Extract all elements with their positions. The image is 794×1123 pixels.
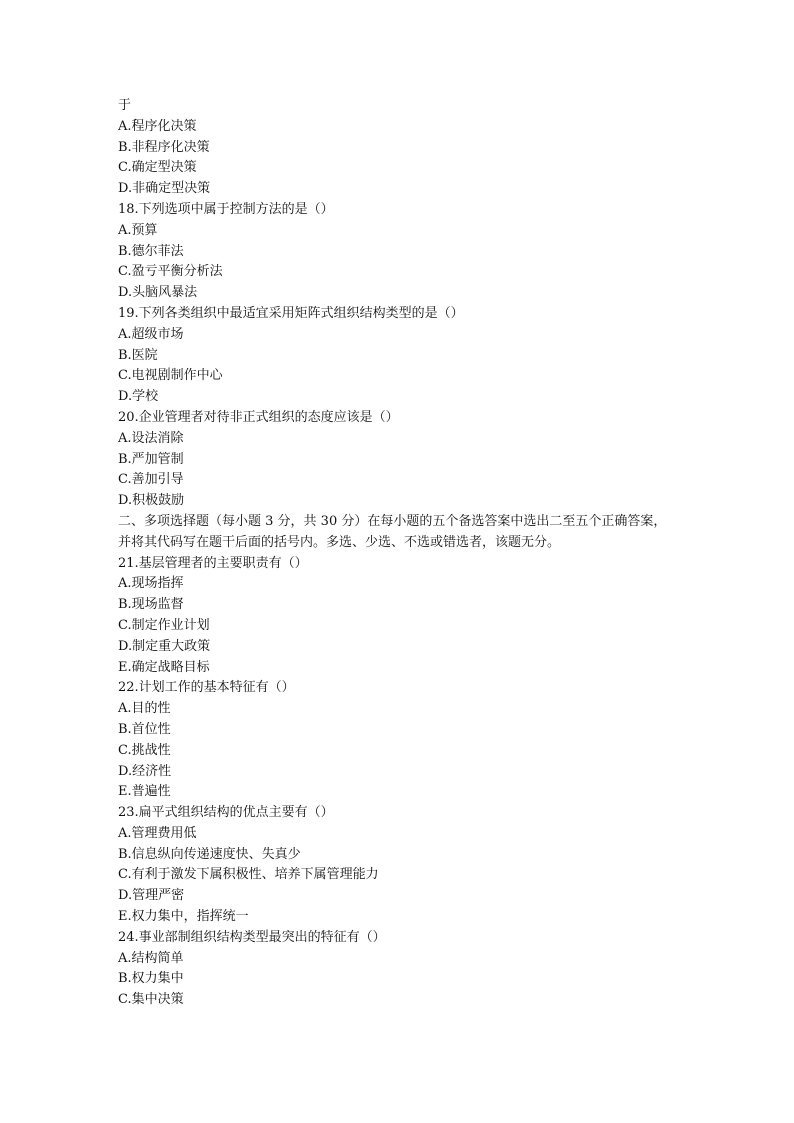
option-c: C.挑战性: [118, 742, 171, 758]
option-e: E.确定战略目标: [118, 659, 210, 675]
document-body: [118, 96, 683, 1011]
option-b: B.德尔菲法: [118, 243, 184, 259]
option-d: D.非确定型决策: [118, 181, 211, 197]
option-d: D.制定重大政策: [118, 638, 211, 654]
option-c: C.盈亏平衡分析法: [118, 264, 223, 280]
question-20: 20.企业管理者对待非正式组织的态度应该是（）: [118, 409, 399, 425]
option-c: C.确定型决策: [118, 160, 197, 176]
option-b: B.非程序化决策: [118, 139, 210, 155]
question-22: 22.计划工作的基本特征有（）: [118, 680, 295, 696]
option-b: B.权力集中: [118, 971, 184, 987]
question-23: 23.扁平式组织结构的优点主要有（）: [118, 805, 334, 821]
option-c: C.集中决策: [118, 992, 184, 1008]
option-c: C.电视剧制作中心: [118, 368, 223, 384]
option-c: C.善加引导: [118, 472, 184, 488]
option-d: D.积极鼓励: [118, 493, 185, 509]
option-b: B.现场监督: [118, 597, 184, 613]
option-a: A.程序化决策: [118, 118, 197, 134]
option-d: D.学校: [118, 389, 159, 405]
option-a: A.管理费用低: [118, 825, 197, 841]
option-a: A.现场指挥: [118, 576, 184, 592]
option-b: B.首位性: [118, 721, 171, 737]
option-a: A.设法消除: [118, 430, 184, 446]
option-c: C.有利于激发下属积极性、培养下属管理能力: [118, 867, 379, 883]
text-line: 于: [118, 98, 132, 113]
option-b: B.严加管制: [118, 451, 184, 467]
option-a: A.目的性: [118, 701, 171, 717]
option-e: E.普遍性: [118, 784, 171, 800]
option-a: A.结构简单: [118, 950, 184, 966]
option-d: D.头脑风暴法: [118, 285, 198, 301]
option-a: A.超级市场: [118, 326, 184, 342]
section-2-heading: 二、多项选择题（每小题 3 分，共 30 分）在每小题的五个备选答案中选出二至五个正确答案，并将其代码写在题干后面的括号内。多选、少选、不选或错选者，该题无分。: [118, 513, 667, 550]
option-a: A.预算: [118, 222, 158, 238]
option-d: D.管理严密: [118, 888, 185, 904]
option-d: D.经济性: [118, 763, 172, 779]
option-b: B.信息纵向传递速度快、失真少: [118, 846, 301, 862]
question-19: 19.下列各类组织中最适宜采用矩阵式组织结构类型的是（）: [118, 305, 464, 321]
option-c: C.制定作业计划: [118, 617, 210, 633]
question-24: 24.事业部制组织结构类型最突出的特征有（）: [118, 929, 386, 945]
question-21: 21.基层管理者的主要职责有（）: [118, 555, 308, 571]
option-b: B.医院: [118, 347, 158, 363]
option-e: E.权力集中，指挥统一: [118, 909, 249, 925]
question-18: 18.下列选项中属于控制方法的是（）: [118, 201, 334, 217]
